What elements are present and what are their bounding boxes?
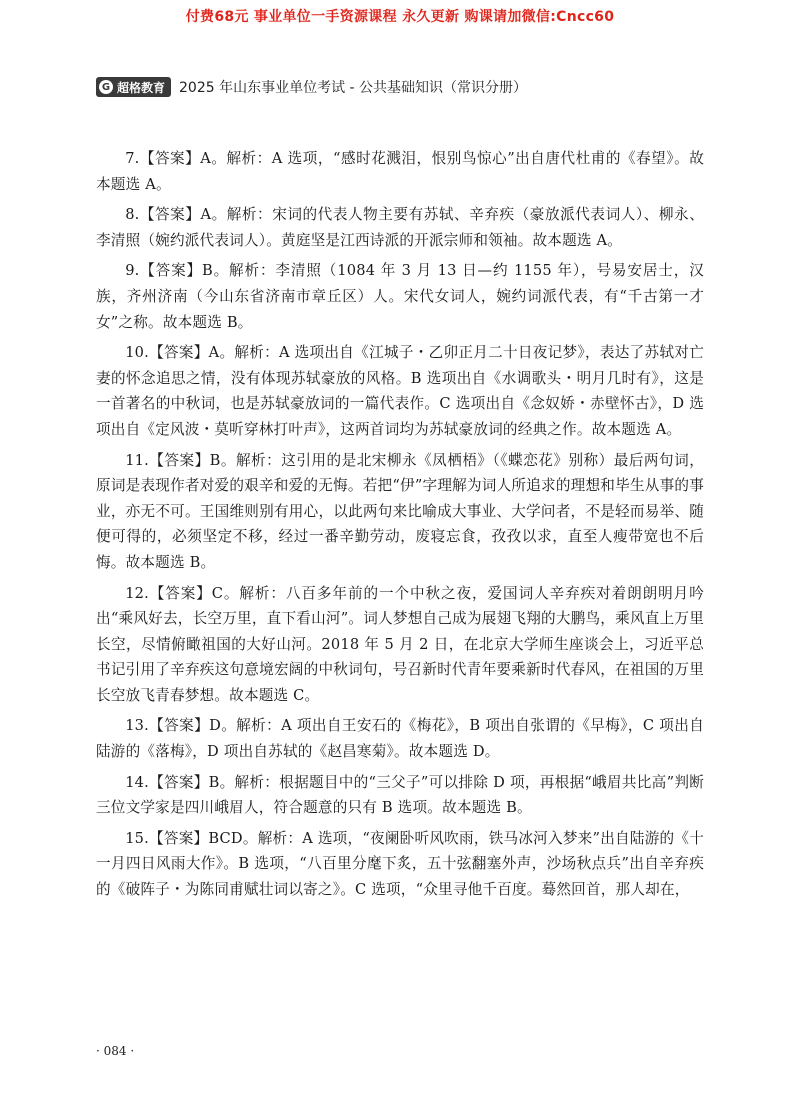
logo-text: 超格教育: [117, 80, 166, 95]
answer-10: 10.【答案】A。解析：A 选项出自《江城子・乙卯正月二十日夜记梦》，表达了苏轼对亡妻的怀念追思之情，没有体现苏轼豪放的风格。B 选项出自《水调歌头・明月几时有》，这是一首著名的中秋词，也是苏轼豪放词的一篇代表作。C 选项出自《念奴娇・赤壁怀古》，D 选项出自《定风波・莫听穿林打叶声》，这两首词均为苏轼豪放词的经典之作。故本题选 A。: [96, 344, 704, 438]
logo-icon: G: [99, 80, 113, 94]
answer-15: 15.【答案】BCD。解析：A 选项，“夜阑卧听风吹雨，铁马冰河入梦来”出自陆游的《十一月四日风雨大作》。B 选项，“八百里分麾下炙，五十弦翻塞外声，沙场秋点兵”出自辛弃疾的《破阵子・为陈同甫赋壮词以寄之》。C 选项，“众里寻他千百度。蓦然回首，那人却在，: [96, 829, 704, 899]
brand-logo: [96, 77, 171, 97]
answer-9: 9.【答案】B。解析：李清照（1084 年 3 月 13 日—约 1155 年），号易安居士，汉族，齐州济南（今山东省济南市章丘区）人。宋代女词人，婉约词派代表，有“千古第一才女”之称。故本题选 B。: [96, 262, 704, 331]
watermark-banner: 付费68元 事业单位一手资源课程 永久更新 购课请加微信:Cncc60: [185, 9, 615, 25]
answer-7: 7.【答案】A。解析：A 选项，“感时花溅泪，恨别鸟惊心”出自唐代杜甫的《春望》。故本题选 A。: [96, 150, 704, 193]
answer-11: 11.【答案】B。解析：这引用的是北宋柳永《凤栖梧》（《蝶恋花》别称）最后两句词，原词是表现作者对爱的艰辛和爱的无悔。若把“伊”字理解为词人所追求的理想和毕生从事的事业，亦无不可。王国维则别有用心，以此两句来比喻成大事业、大学问者，不是轻而易举、随便可得的，必须坚定不移，经过一番辛勤劳动，废寝忘食，孜孜以求，直至人瘦带宽也不后悔。故本题选 B。: [96, 451, 704, 571]
answer-14: 14.【答案】B。解析：根据题目中的“三父子”可以排除 D 项，再根据“峨眉共比高”判断三位文学家是四川峨眉人，符合题意的只有 B 选项。故本题选 B。: [96, 773, 704, 817]
answer-13: 13.【答案】D。解析：A 项出自王安石的《梅花》，B 项出自张谓的《早梅》，C 项出自陆游的《落梅》，D 项出自苏轼的《赵昌寒菊》。故本题选 D。: [96, 717, 704, 761]
page-header: [96, 76, 527, 98]
header-title: 2025 年山东事业单位考试 - 公共基础知识（常识分册）: [179, 80, 528, 96]
page-number: · 084 ·: [96, 1044, 135, 1058]
answer-list: [96, 146, 704, 908]
answer-8: 8.【答案】A。解析：宋词的代表人物主要有苏轼、辛弃疾（豪放派代表词人）、柳永、李清照（婉约派代表词人）。黄庭坚是江西诗派的开派宗师和领袖。故本题选 A。: [96, 206, 704, 249]
answer-12: 12.【答案】C。解析：八百多年前的一个中秋之夜，爱国词人辛弃疾对着朗朗明月吟出“乘风好去，长空万里，直下看山河”。词人梦想自己成为展翅飞翔的大鹏鸟，乘风直上万里长空，尽情俯瞰祖国的大好山河。2018 年 5 月 2 日，在北京大学师生座谈会上，习近平总书记引用了辛弃疾这句意境宏阔的中秋词句，号召新时代青年要乘新时代春风，在祖国的万里长空放飞青春梦想。故本题选 C。: [96, 584, 704, 704]
